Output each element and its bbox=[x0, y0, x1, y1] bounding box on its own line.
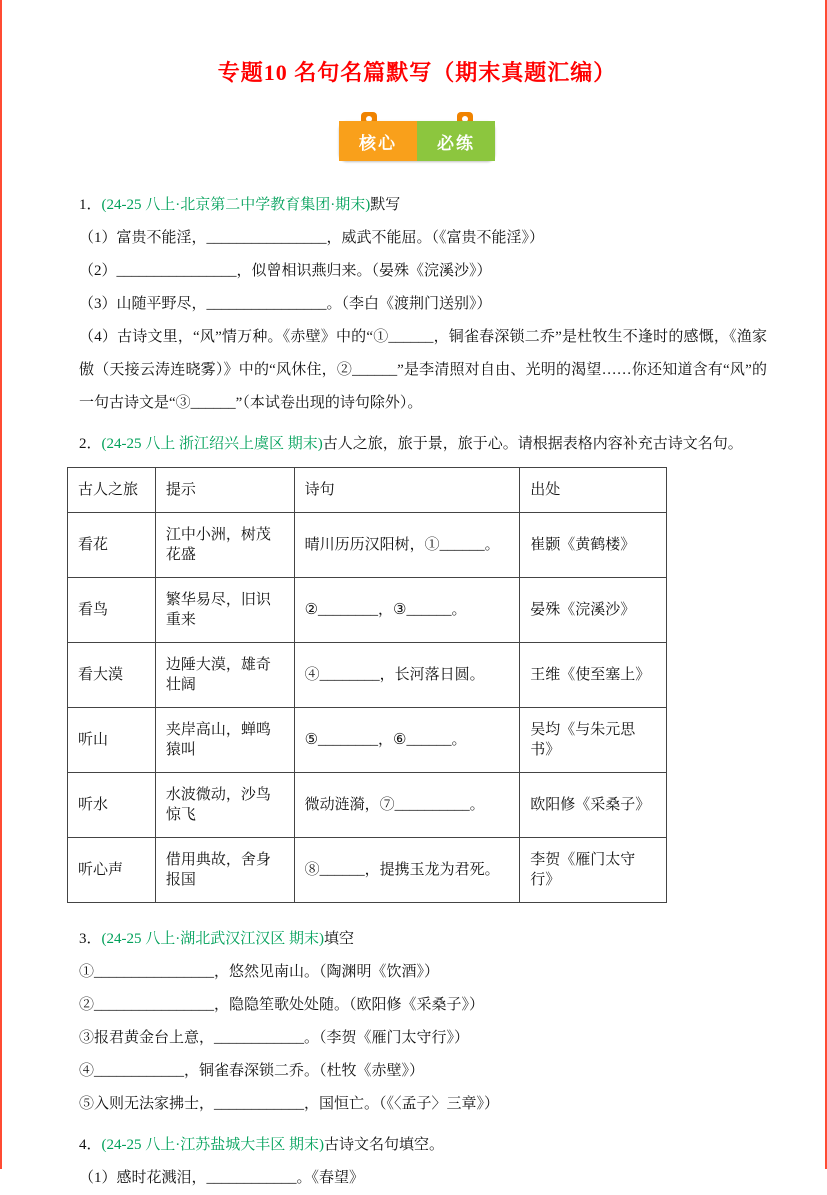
core-practice-badge bbox=[339, 121, 495, 161]
table-header-cell: 古人之旅 bbox=[68, 468, 156, 513]
question-2-header bbox=[79, 428, 767, 461]
table-header-cell: 提示 bbox=[155, 468, 294, 513]
table-row bbox=[68, 838, 667, 903]
table-cell: 听山 bbox=[68, 708, 156, 773]
badge-body bbox=[339, 121, 495, 161]
table-cell: 晏殊《浣溪沙》 bbox=[520, 578, 667, 643]
badge-core-label: 核心 bbox=[339, 121, 417, 161]
table-cell: 王维《使至塞上》 bbox=[520, 643, 667, 708]
table-cell: 微动涟漪，⑦__________。 bbox=[294, 773, 520, 838]
question-4 bbox=[67, 1129, 767, 1195]
question-text: 古人之旅，旅于景，旅于心。请根据表格内容补充古诗文名句。 bbox=[322, 436, 743, 452]
question-number: 1． bbox=[79, 197, 102, 213]
table-cell: 繁华易尽，旧识重来 bbox=[155, 578, 294, 643]
table-cell: ②________，③______。 bbox=[294, 578, 520, 643]
question-number: 4． bbox=[79, 1137, 102, 1153]
question-line: ①________________，悠然见南山。（陶渊明《饮酒》） bbox=[79, 964, 440, 980]
table-cell: 欧阳修《采桑子》 bbox=[520, 773, 667, 838]
table-row bbox=[68, 578, 667, 643]
table-row bbox=[68, 708, 667, 773]
question-line: （1）感时花溅泪，____________。《春望》 bbox=[79, 1170, 365, 1186]
question-line: ③报君黄金台上意，____________。（李贺《雁门太守行》） bbox=[79, 1030, 470, 1046]
table-cell: ⑧______，提携玉龙为君死。 bbox=[294, 838, 520, 903]
table-cell: 江中小洲，树茂花盛 bbox=[155, 513, 294, 578]
table-row bbox=[68, 513, 667, 578]
question-source: (24-25 八上·江苏盐城大丰区 期末) bbox=[101, 1137, 324, 1153]
question-line: （4）古诗文里，“风”情万种。《赤壁》中的“①______，铜雀春深锁二乔”是杜牧生不逢时的感慨，《渔家傲（天接云涛连晓雾）》中的“风休住，②______”是李清照对自由、光明的渴望……你还知道含有“风”的一句古诗文是“③______”（本试卷出现的诗句除外）。 bbox=[79, 329, 767, 411]
table-cell: ④________，长河落日圆。 bbox=[294, 643, 520, 708]
table-header-cell: 诗句 bbox=[294, 468, 520, 513]
table-row bbox=[68, 773, 667, 838]
question-number: 2． bbox=[79, 436, 102, 452]
table-cell: 边陲大漠，雄奇壮阔 bbox=[155, 643, 294, 708]
question-1-header bbox=[79, 189, 767, 222]
table-header-cell: 出处 bbox=[520, 468, 667, 513]
question-source: (24-25 八上·北京第二中学教育集团·期末) bbox=[101, 197, 371, 213]
table-cell: 听心声 bbox=[68, 838, 156, 903]
question-text: 默写 bbox=[370, 197, 401, 213]
poem-table bbox=[67, 467, 667, 903]
question-line: ④____________，铜雀春深锁二乔。（杜牧《赤壁》） bbox=[79, 1063, 425, 1079]
question-3 bbox=[67, 923, 767, 1121]
table-cell: 李贺《雁门太守行》 bbox=[520, 838, 667, 903]
question-1 bbox=[67, 189, 767, 420]
table-cell: 晴川历历汉阳树，①______。 bbox=[294, 513, 520, 578]
table-cell: 看鸟 bbox=[68, 578, 156, 643]
table-cell: 听水 bbox=[68, 773, 156, 838]
table-cell: 水波微动，沙鸟惊飞 bbox=[155, 773, 294, 838]
table-header-row bbox=[68, 468, 667, 513]
page-title: 专题10 名句名篇默写（期末真题汇编） bbox=[217, 60, 617, 85]
question-source: (24-25 八上 浙江绍兴上虞区 期末) bbox=[101, 436, 323, 452]
question-line: （3）山随平野尽，________________。（李白《渡荆门送别》） bbox=[79, 296, 492, 312]
question-line: （2）________________，似曾相识燕归来。（晏殊《浣溪沙》） bbox=[79, 263, 492, 279]
table-row bbox=[68, 643, 667, 708]
table-cell: 看花 bbox=[68, 513, 156, 578]
question-4-header bbox=[79, 1129, 767, 1162]
table-cell: 借用典故，舍身报国 bbox=[155, 838, 294, 903]
table-cell: 看大漠 bbox=[68, 643, 156, 708]
question-line: ⑤入则无法家拂士，____________，国恒亡。（《〈孟子〉三章》） bbox=[79, 1096, 500, 1112]
question-2 bbox=[67, 428, 767, 903]
question-number: 3． bbox=[79, 931, 102, 947]
question-source: (24-25 八上·湖北武汉江汉区 期末) bbox=[101, 931, 324, 947]
badge-practice-label: 必练 bbox=[417, 121, 495, 161]
table-cell: 吴均《与朱元思书》 bbox=[520, 708, 667, 773]
question-line: ②________________，隐隐笙歌处处随。（欧阳修《采桑子》） bbox=[79, 997, 485, 1013]
table-cell: 夹岸高山，蝉鸣猿叫 bbox=[155, 708, 294, 773]
question-text: 填空 bbox=[324, 931, 355, 947]
question-line: （1）富贵不能淫，________________，威武不能屈。（《富贵不能淫》） bbox=[79, 230, 545, 246]
table-cell: ⑤________，⑥______。 bbox=[294, 708, 520, 773]
table-cell: 崔颢《黄鹤楼》 bbox=[520, 513, 667, 578]
question-3-header bbox=[79, 923, 767, 956]
question-text: 古诗文名句填空。 bbox=[324, 1137, 445, 1153]
